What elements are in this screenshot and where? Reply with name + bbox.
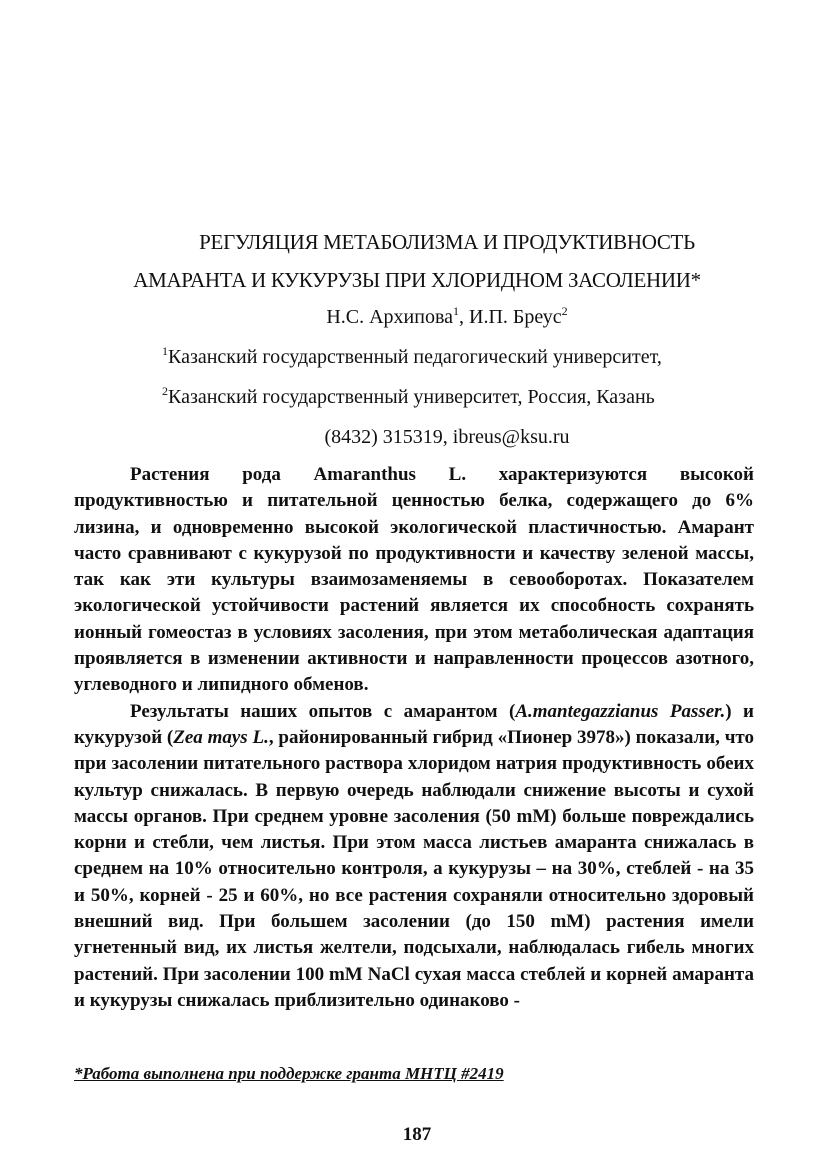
title-line-1: РЕГУЛЯЦИЯ МЕТАБОЛИЗМА И ПРОДУКТИВНОСТЬ — [199, 230, 695, 254]
affiliation-2-text: Казанский государственный университет, Россия, Казань — [168, 386, 655, 408]
paragraph-2-part-1: Результаты наших опытов с амарантом ( — [130, 700, 516, 722]
affiliation-1-mark: 1 — [162, 344, 168, 358]
title-line-2: АМАРАНТА И КУКУРУЗЫ ПРИ ХЛОРИДНОМ ЗАСОЛЕНИИ* — [133, 268, 701, 292]
affiliation-2-mark: 2 — [162, 384, 168, 398]
author-2: И.П. Бреус — [469, 306, 562, 328]
authors — [0, 306, 834, 329]
body-text — [74, 462, 754, 1014]
author-1: Н.С. Архипова — [326, 306, 454, 328]
author-separator: , — [459, 306, 470, 328]
contact: (8432) 315319, ibreus@ksu.ru — [324, 426, 570, 448]
paragraph-1: Растения рода Amaranthus L. характеризуются высокой продуктивностью и питательной ценностью белка, содержащего до 6% лизина, и одновременно высокой экологической пластичностью. Амарант часто сравнивают с кукурузой по продуктивности и качеству зеленой массы, так как эти культуры взаимозаменяемы в севооборотах. Показателем экологической устойчивости растений является их способность сохранять ионный гомеостаз в условиях засоления, при этом метаболическая адаптация проявляется в изменении активности и направленности процессов азотного, углеводного и липидного обменов. — [74, 464, 754, 696]
paragraph-2 — [74, 699, 754, 1015]
affiliation-1 — [162, 346, 662, 369]
paragraph-2-part-2: ) и кукурузой ( — [74, 700, 754, 748]
page-number: 187 — [402, 1124, 432, 1145]
author-2-mark: 2 — [561, 304, 568, 318]
footnote: *Работа выполнена при поддержке гранта МНТЦ #2419 — [74, 1064, 504, 1083]
affiliation-2 — [162, 386, 655, 409]
paragraph-2-part-3: , районированный гибрид «Пионер 3978») показали, что при засолении питательного раствора хлоридом натрия продуктивность обеих культур снижалась. В первую очередь наблюдали снижение высоты и сухой массы органов. При среднем уровне засоления (50 mM) больше повреждались корни и стебли, чем листья. При этом масса листьев амаранта снижалась в среднем на 10% относительно контроля, а кукурузы – на 30%, стеблей - на 35 и 50%, корней - 25 и 60%, но все растения сохраняли относительно здоровый внешний вид. При большем засолении (до 150 mM) растения имели угнетенный вид, их листья желтели, подсыхали, наблюдалась гибель многих растений. При засолении 100 mM NaCl сухая масса стеблей и корней амаранта и кукурузы снижалась приблизительно одинаково - — [74, 726, 754, 1011]
species-amaranth: A.mantegazzianus Passer. — [515, 700, 726, 722]
author-1-mark: 1 — [453, 304, 460, 318]
species-maize: Zea mays L. — [173, 726, 269, 748]
affiliation-1-text: Казанский государственный педагогический университет, — [168, 346, 662, 368]
